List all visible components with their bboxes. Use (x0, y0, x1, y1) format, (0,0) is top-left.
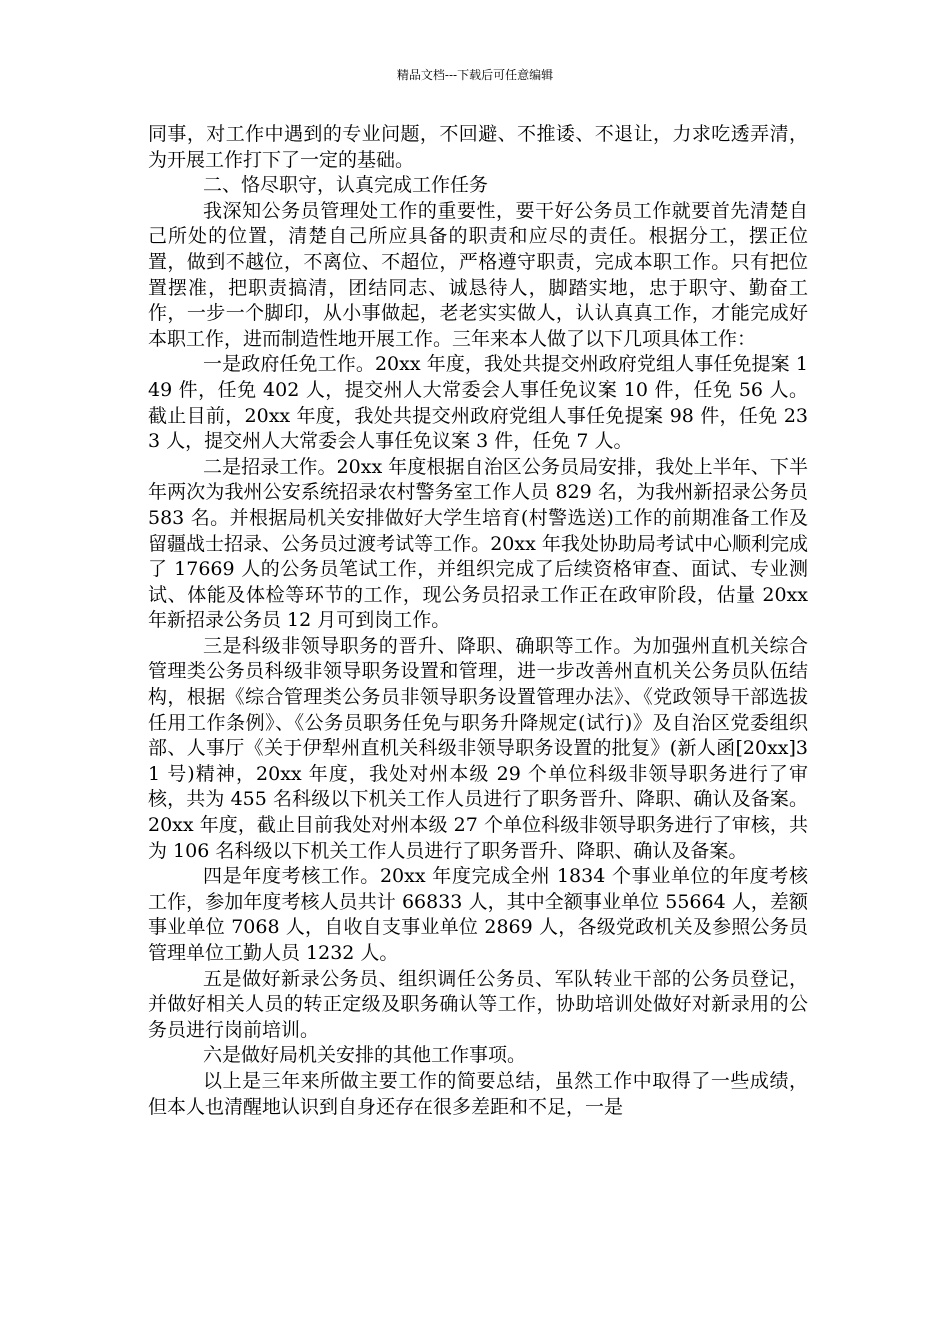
paragraph: 一是政府任免工作。20xx 年度，我处共提交州政府党组人事任免提案 149 件，任免 402 人，提交州人大常委会人事任免议案 10 件，任免 56 人。截止目前，20xx 年度，我处共提交州政府党组人事任免提案 98 件，任免 233 人，提交州人大常委会人事任免议案 3 件，任免 7 人。 (148, 353, 808, 453)
paragraph: 三是科级非领导职务的晋升、降职、确职等工作。为加强州直机关综合管理类公务员科级非领导职务设置和管理，进一步改善州直机关公务员队伍结构，根据《综合管理类公务员非领导职务设置管理办法》、《党政领导干部选拔任用工作条例》、《公务员职务任免与职务升降规定(试行)》及自治区党委组织部、人事厅《关于伊犁州直机关科级非领导职务设置的批复》(新人函[20xx]31 号)精神，20xx 年度，我处对州本级 29 个单位科级非领导职务进行了审核，共为 455 名科级以下机关工作人员进行了职务晋升、降职、确认及备案。20xx 年度，截止目前我处对州本级 27 个单位科级非领导职务进行了审核，共为 106 名科级以下机关工作人员进行了职务晋升、降职、确认及备案。 (148, 634, 808, 862)
paragraph: 四是年度考核工作。20xx 年度完成全州 1834 个事业单位的年度考核工作，参加年度考核人员共计 66833 人，其中全额事业单位 55664 人，差额事业单位 7068 人，自收自支事业单位 2869 人，各级党政机关及参照公务员管理单位工勤人员 1232 人。 (148, 865, 808, 964)
section-heading: 二、恪尽职守，认真完成工作任务 (203, 174, 489, 197)
paragraph: 五是做好新录公务员、组织调任公务员、军队转业干部的公务员登记，并做好相关人员的转正定级及职务确认等工作，协助培训处做好对新录用的公务员进行岗前培训。 (148, 967, 808, 1041)
paragraph: 以上是三年来所做主要工作的简要总结，虽然工作中取得了一些成绩，但本人也清醒地认识到自身还存在很多差距和不足，一是 (148, 1069, 808, 1118)
paragraph: 六是做好局机关安排的其他工作事项。 (203, 1044, 527, 1067)
document-body (148, 122, 808, 1120)
page-header: 精品文档---下载后可任意编辑 (396, 68, 554, 82)
paragraph-continuation: 同事，对工作中遇到的专业问题，不回避、不推诿、不退让，力求吃透弄清，为开展工作打下了一定的基础。 (148, 123, 808, 171)
paragraph: 我深知公务员管理处工作的重要性，要干好公务员工作就要首先清楚自己所处的位置，清楚自己所应具备的职责和应尽的责任。根据分工，摆正位置，做到不越位，不离位、不超位，严格遵守职责，完成本职工作。只有把位置摆准，把职责搞清，团结同志、诚恳待人，脚踏实地，忠于职守、勤奋工作，一步一个脚印，从小事做起，老老实实做人，认认真真工作，才能完成好本职工作，进而制造性地开展工作。三年来本人做了以下几项具体工作： (148, 199, 808, 350)
paragraph: 二是招录工作。20xx 年度根据自治区公务员局安排，我处上半年、下半年两次为我州公安系统招录农村警务室工作人员 829 名，为我州新招录公务员 583 名。并根据局机关安排做好大学生培育(村警选送)工作的前期准备工作及留疆战士招录、公务员过渡考试等工作。20xx 年我处协助局考试中心顺利完成了 17669 人的公务员笔试工作，并组织完成了后续资格审查、面试、专业测试、体能及体检等环节的工作，现公务员招录工作正在政审阶段，估量 20xx 年新招录公务员 12 月可到岗工作。 (148, 455, 808, 632)
